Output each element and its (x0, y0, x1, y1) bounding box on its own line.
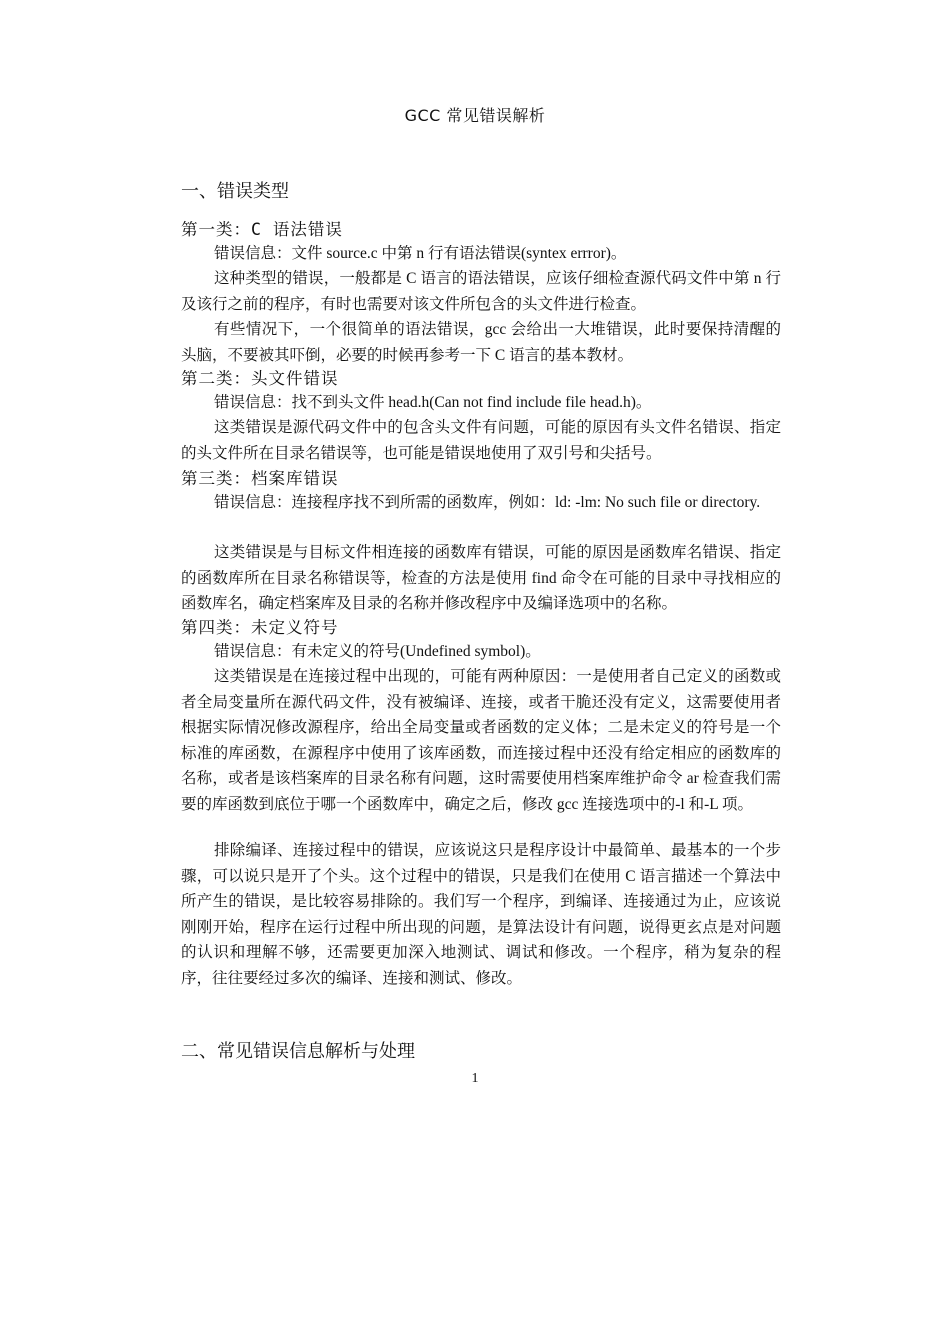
paragraph: 这类错误是在连接过程中出现的，可能有两种原因：一是使用者自己定义的函数或者全局变量所在源代码文件，没有被编译、连接，或者干脆还没有定义，这需要使用者根据实际情况修改源程序，给出全局变量或者函数的定义体；二是未定义的符号是一个标准的库函数，在源程序中使用了该库函数，而连接过程中还没有给定相应的函数库的名称，或者是该档案库的目录名称有问题，这时需要使用档案库维护命令 ar 检查我们需要的库函数到底位于哪一个函数库中，确定之后，修改 gcc 连接选项中的-l 和-L 项。 (181, 668, 781, 813)
page-number: 1 (471, 1071, 479, 1086)
paragraph: 这类错误是源代码文件中的包含头文件有问题，可能的原因有头文件名错误、指定的头文件所在目录名错误等，也可能是错误地使用了双引号和尖括号。 (181, 419, 781, 462)
category-heading-library: 第三类：档案库错误 (181, 469, 339, 488)
category-heading-undefined-symbol: 第四类：未定义符号 (181, 618, 339, 637)
paragraph: 错误信息：连接程序找不到所需的函数库，例如：ld: -lm: No such file or directory. (214, 494, 761, 511)
paragraph: 错误信息：找不到头文件 head.h(Can not find include file head.h)。 (214, 394, 652, 411)
category-heading-header-file: 第二类：头文件错误 (181, 369, 339, 388)
paragraph: 这类错误是与目标文件相连接的函数库有错误，可能的原因是函数库名错误、指定的函数库所在目录名称错误等，检查的方法是使用 find 命令在可能的目录中寻找相应的函数库名，确定档案库及目录的名称并修改程序中及编译选项中的名称。 (181, 544, 781, 612)
section-heading-error-types: 一、错误类型 (181, 181, 289, 202)
paragraph: 这种类型的错误，一般都是 C 语言的语法错误，应该仔细检查源代码文件中第 n 行及该行之前的程序，有时也需要对该文件所包含的头文件进行检查。 (181, 270, 781, 313)
paragraph: 有些情况下，一个很简单的语法错误，gcc 会给出一大堆错误，此时要保持清醒的头脑，不要被其吓倒，必要的时候再参考一下 C 语言的基本教材。 (181, 321, 781, 364)
page-title: GCC 常见错误解析 (404, 106, 546, 125)
section-heading-common-errors: 二、常见错误信息解析与处理 (181, 1041, 415, 1062)
paragraph: 错误信息：有未定义的符号(Undefined symbol)。 (214, 643, 541, 660)
category-heading-syntax: 第一类：C 语法错误 (181, 220, 343, 239)
paragraph: 排除编译、连接过程中的错误，应该说这只是程序设计中最简单、最基本的一个步骤，可以说只是开了个头。这个过程中的错误，只是我们在使用 C 语言描述一个算法中所产生的错误，是比较容易排除的。我们写一个程序，到编译、连接通过为止，应该说刚刚开始，程序在运行过程中所出现的问题，是算法设计有问题，说得更玄点是对问题的认识和理解不够，还需要更加深入地测试、调试和修改。一个程序，稍为复杂的程序，往往要经过多次的编译、连接和测试、修改。 (181, 842, 781, 987)
paragraph: 错误信息：文件 source.c 中第 n 行有语法错误(syntex errror)。 (214, 245, 627, 262)
